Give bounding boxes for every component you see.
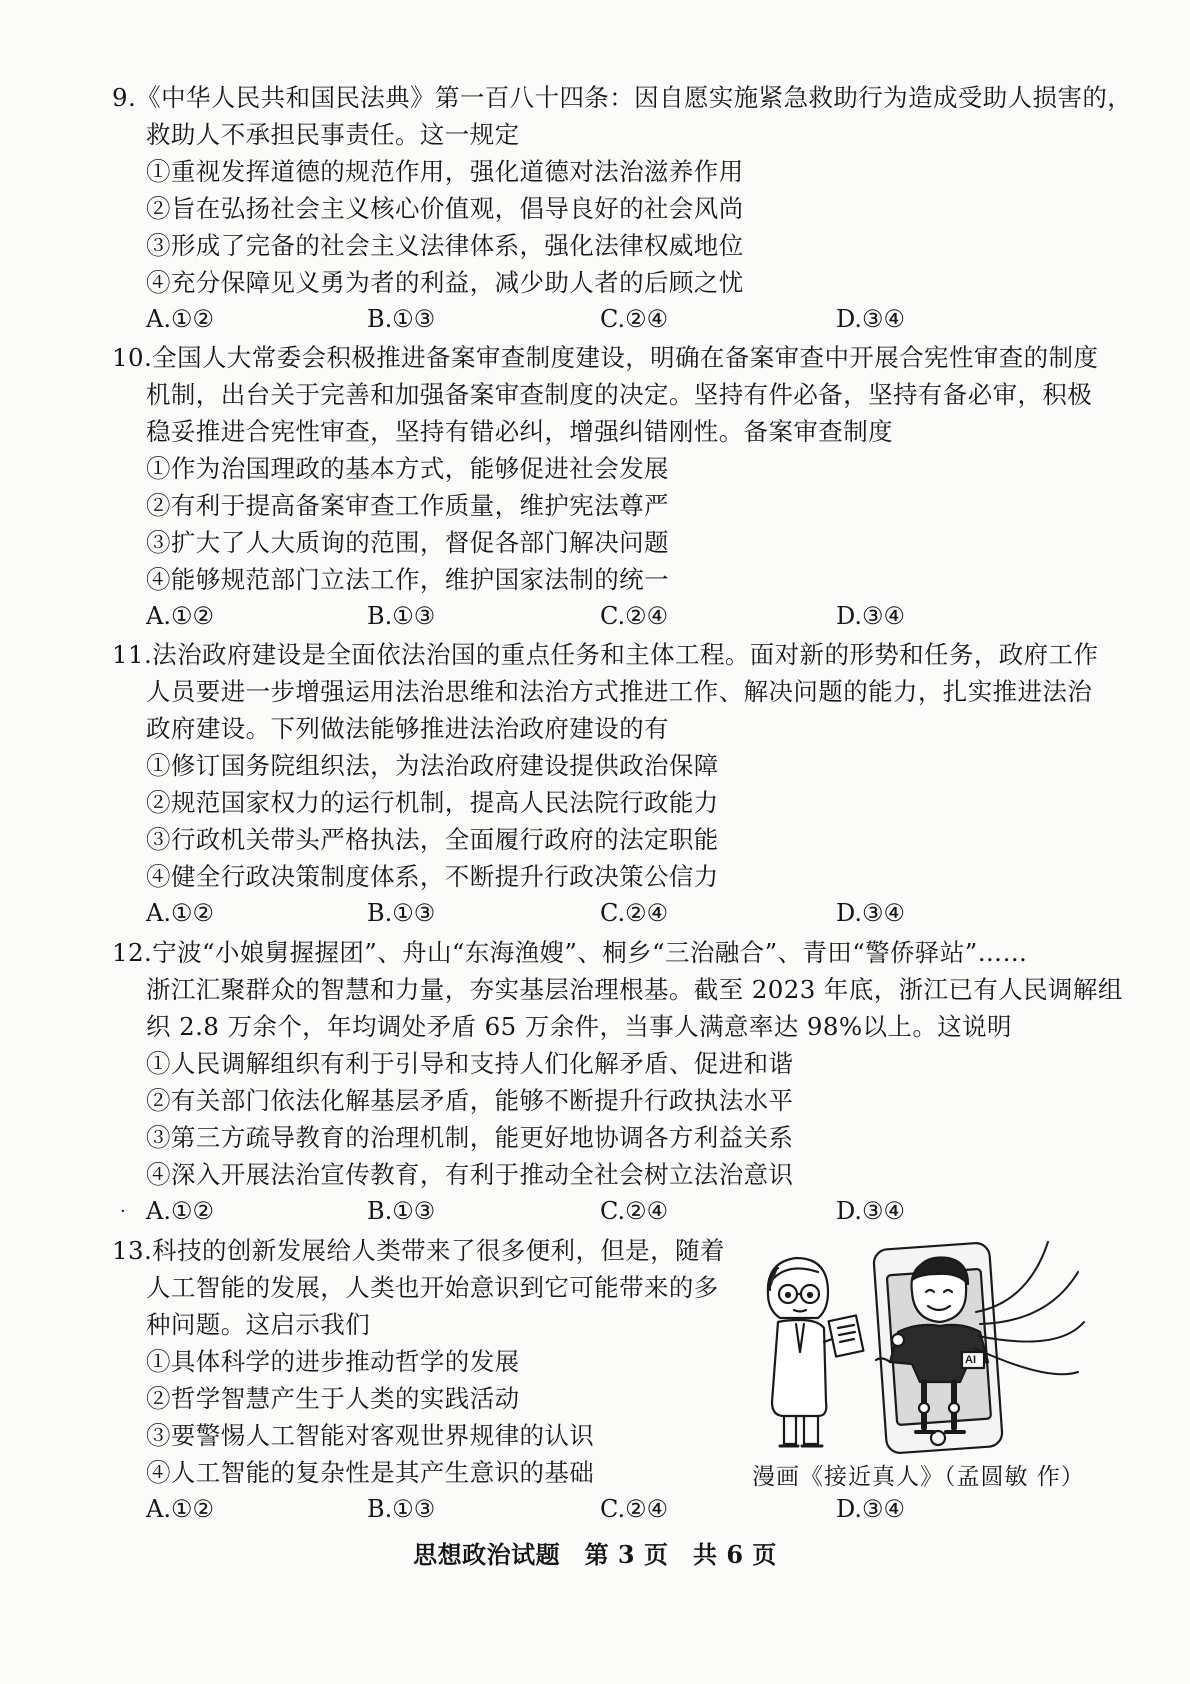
question-stem-line: 政府建设。下列做法能够推进法治政府建设的有 — [146, 714, 669, 743]
choice-c: C.②④ — [600, 1495, 669, 1523]
question-11 — [112, 636, 1097, 932]
question-stem-line: 织 2.8 万余个，年均调处矛盾 65 万余件，当事人满意率达 98%以上。这说明 — [146, 1012, 1012, 1041]
question-stem-line: 稳妥推进合宪性审查，坚持有错必纠，增强纠错刚性。备案审查制度 — [146, 417, 893, 446]
choice-d: D.③④ — [836, 899, 906, 927]
scientist-figure — [768, 1258, 864, 1446]
question-stem-line: 12.宁波“小娘舅握握团”、舟山“东海渔嫂”、桐乡“三治融合”、青田“警侨驿站”…… — [112, 938, 1028, 967]
page-footer: 思想政治试题 第 3 页 共 6 页 — [413, 1540, 777, 1569]
statement-option: ①人民调解组织有利于引导和支持人们化解矛盾、促进和谐 — [146, 1049, 794, 1078]
statement-option: ④深入开展法治宣传教育，有利于推动全社会树立法治意识 — [146, 1160, 794, 1189]
choice-a: A.①② — [146, 1197, 214, 1225]
question-stem-line: 人工智能的发展，人类也开始意识到它可能带来的多 — [146, 1273, 719, 1302]
choice-b: B.①③ — [367, 899, 436, 927]
statement-option: ②规范国家权力的运行机制，提高人民法院行政能力 — [146, 788, 719, 817]
statement-option: ②有关部门依法化解基层矛盾，能够不断提升行政执法水平 — [146, 1086, 794, 1115]
choice-a: A.①② — [146, 305, 214, 333]
choice-b: B.①③ — [367, 1495, 436, 1523]
question-stem-line: 机制，出台关于完善和加强备案审查制度的决定。坚持有件必备，坚持有备必审，积极 — [146, 380, 1093, 409]
question-10 — [112, 339, 1097, 635]
question-9 — [112, 79, 1133, 338]
choice-d: D.③④ — [836, 305, 906, 333]
choice-b: B.①③ — [367, 1197, 436, 1225]
cartoon-caption: 漫画《接近真人》（孟圆敏 作） — [752, 1464, 1085, 1490]
choice-a: A.①② — [146, 602, 214, 630]
choice-d: D.③④ — [836, 602, 906, 630]
answer-choices — [112, 895, 1097, 932]
choice-b: B.①③ — [367, 602, 436, 630]
choice-a: A.①② — [146, 1495, 214, 1523]
statement-option: ②旨在弘扬社会主义核心价值观，倡导良好的社会风尚 — [146, 194, 744, 223]
question-stem-line: 救助人不承担民事责任。这一规定 — [146, 120, 520, 149]
statement-option: ④人工智能的复杂性是其产生意识的基础 — [146, 1458, 595, 1487]
answer-choices — [112, 1193, 1097, 1230]
choice-c: C.②④ — [600, 602, 669, 630]
statement-option: ②有利于提高备案审查工作质量，维护宪法尊严 — [146, 491, 669, 520]
statement-option: ②哲学智慧产生于人类的实践活动 — [146, 1384, 520, 1413]
ai-label: AI — [965, 1354, 976, 1366]
question-stem-line: 种问题。这启示我们 — [146, 1310, 371, 1339]
cartoon-illustration — [748, 1232, 1088, 1460]
statement-option: ④充分保障见义勇为者的利益，减少助人者的后顾之忧 — [146, 268, 744, 297]
answer-choices — [112, 301, 1097, 338]
question-stem-line: 浙江汇聚群众的智慧和力量，夯实基层治理根基。截至 2023 年底，浙江已有人民调解组 — [146, 975, 1123, 1004]
statement-option: ③要警惕人工智能对客观世界规律的认识 — [146, 1421, 595, 1450]
choice-c: C.②④ — [600, 305, 669, 333]
statement-option: ①修订国务院组织法，为法治政府建设提供政治保障 — [146, 751, 719, 780]
statement-option: ③扩大了人大质询的范围，督促各部门解决问题 — [146, 528, 669, 557]
statement-option: ③形成了完备的社会主义法律体系，强化法律权威地位 — [146, 231, 744, 260]
statement-option: ③行政机关带头严格执法，全面履行政府的法定职能 — [146, 825, 719, 854]
choice-a: A.①② — [146, 899, 214, 927]
choice-b: B.①③ — [367, 305, 436, 333]
statement-option: ①重视发挥道德的规范作用，强化道德对法治滋养作用 — [146, 157, 744, 186]
question-stem-line: 人员要进一步增强运用法治思维和法治方式推进工作、解决问题的能力，扎实推进法治 — [146, 677, 1093, 706]
question-stem-line: 13.科技的创新发展给人类带来了很多便利，但是，随着 — [112, 1236, 725, 1265]
question-stem-line: 10.全国人大常委会积极推进备案审查制度建设，明确在备案审查中开展合宪性审查的制度 — [112, 343, 1099, 372]
question-stem-line: 11.法治政府建设是全面依法治国的重点任务和主体工程。面对新的形势和任务，政府工作 — [112, 640, 1099, 669]
stray-mark: · — [120, 1201, 126, 1222]
statement-option: ①作为治国理政的基本方式，能够促进社会发展 — [146, 454, 669, 483]
choice-d: D.③④ — [836, 1495, 906, 1523]
question-12 — [112, 934, 1123, 1230]
statement-option: ③第三方疏导教育的治理机制，能更好地协调各方利益关系 — [146, 1123, 794, 1152]
statement-option: ④能够规范部门立法工作，维护国家法制的统一 — [146, 565, 669, 594]
answer-choices — [112, 598, 1097, 635]
choice-d: D.③④ — [836, 1197, 906, 1225]
choice-c: C.②④ — [600, 899, 669, 927]
question-stem-line: 9.《中华人民共和国民法典》第一百八十四条：因自愿实施紧急救助行为造成受助人损害的， — [112, 83, 1133, 112]
statement-option: ④健全行政决策制度体系，不断提升行政决策公信力 — [146, 862, 719, 891]
statement-option: ①具体科学的进步推动哲学的发展 — [146, 1347, 520, 1376]
choice-c: C.②④ — [600, 1197, 669, 1225]
answer-choices — [112, 1491, 1097, 1528]
